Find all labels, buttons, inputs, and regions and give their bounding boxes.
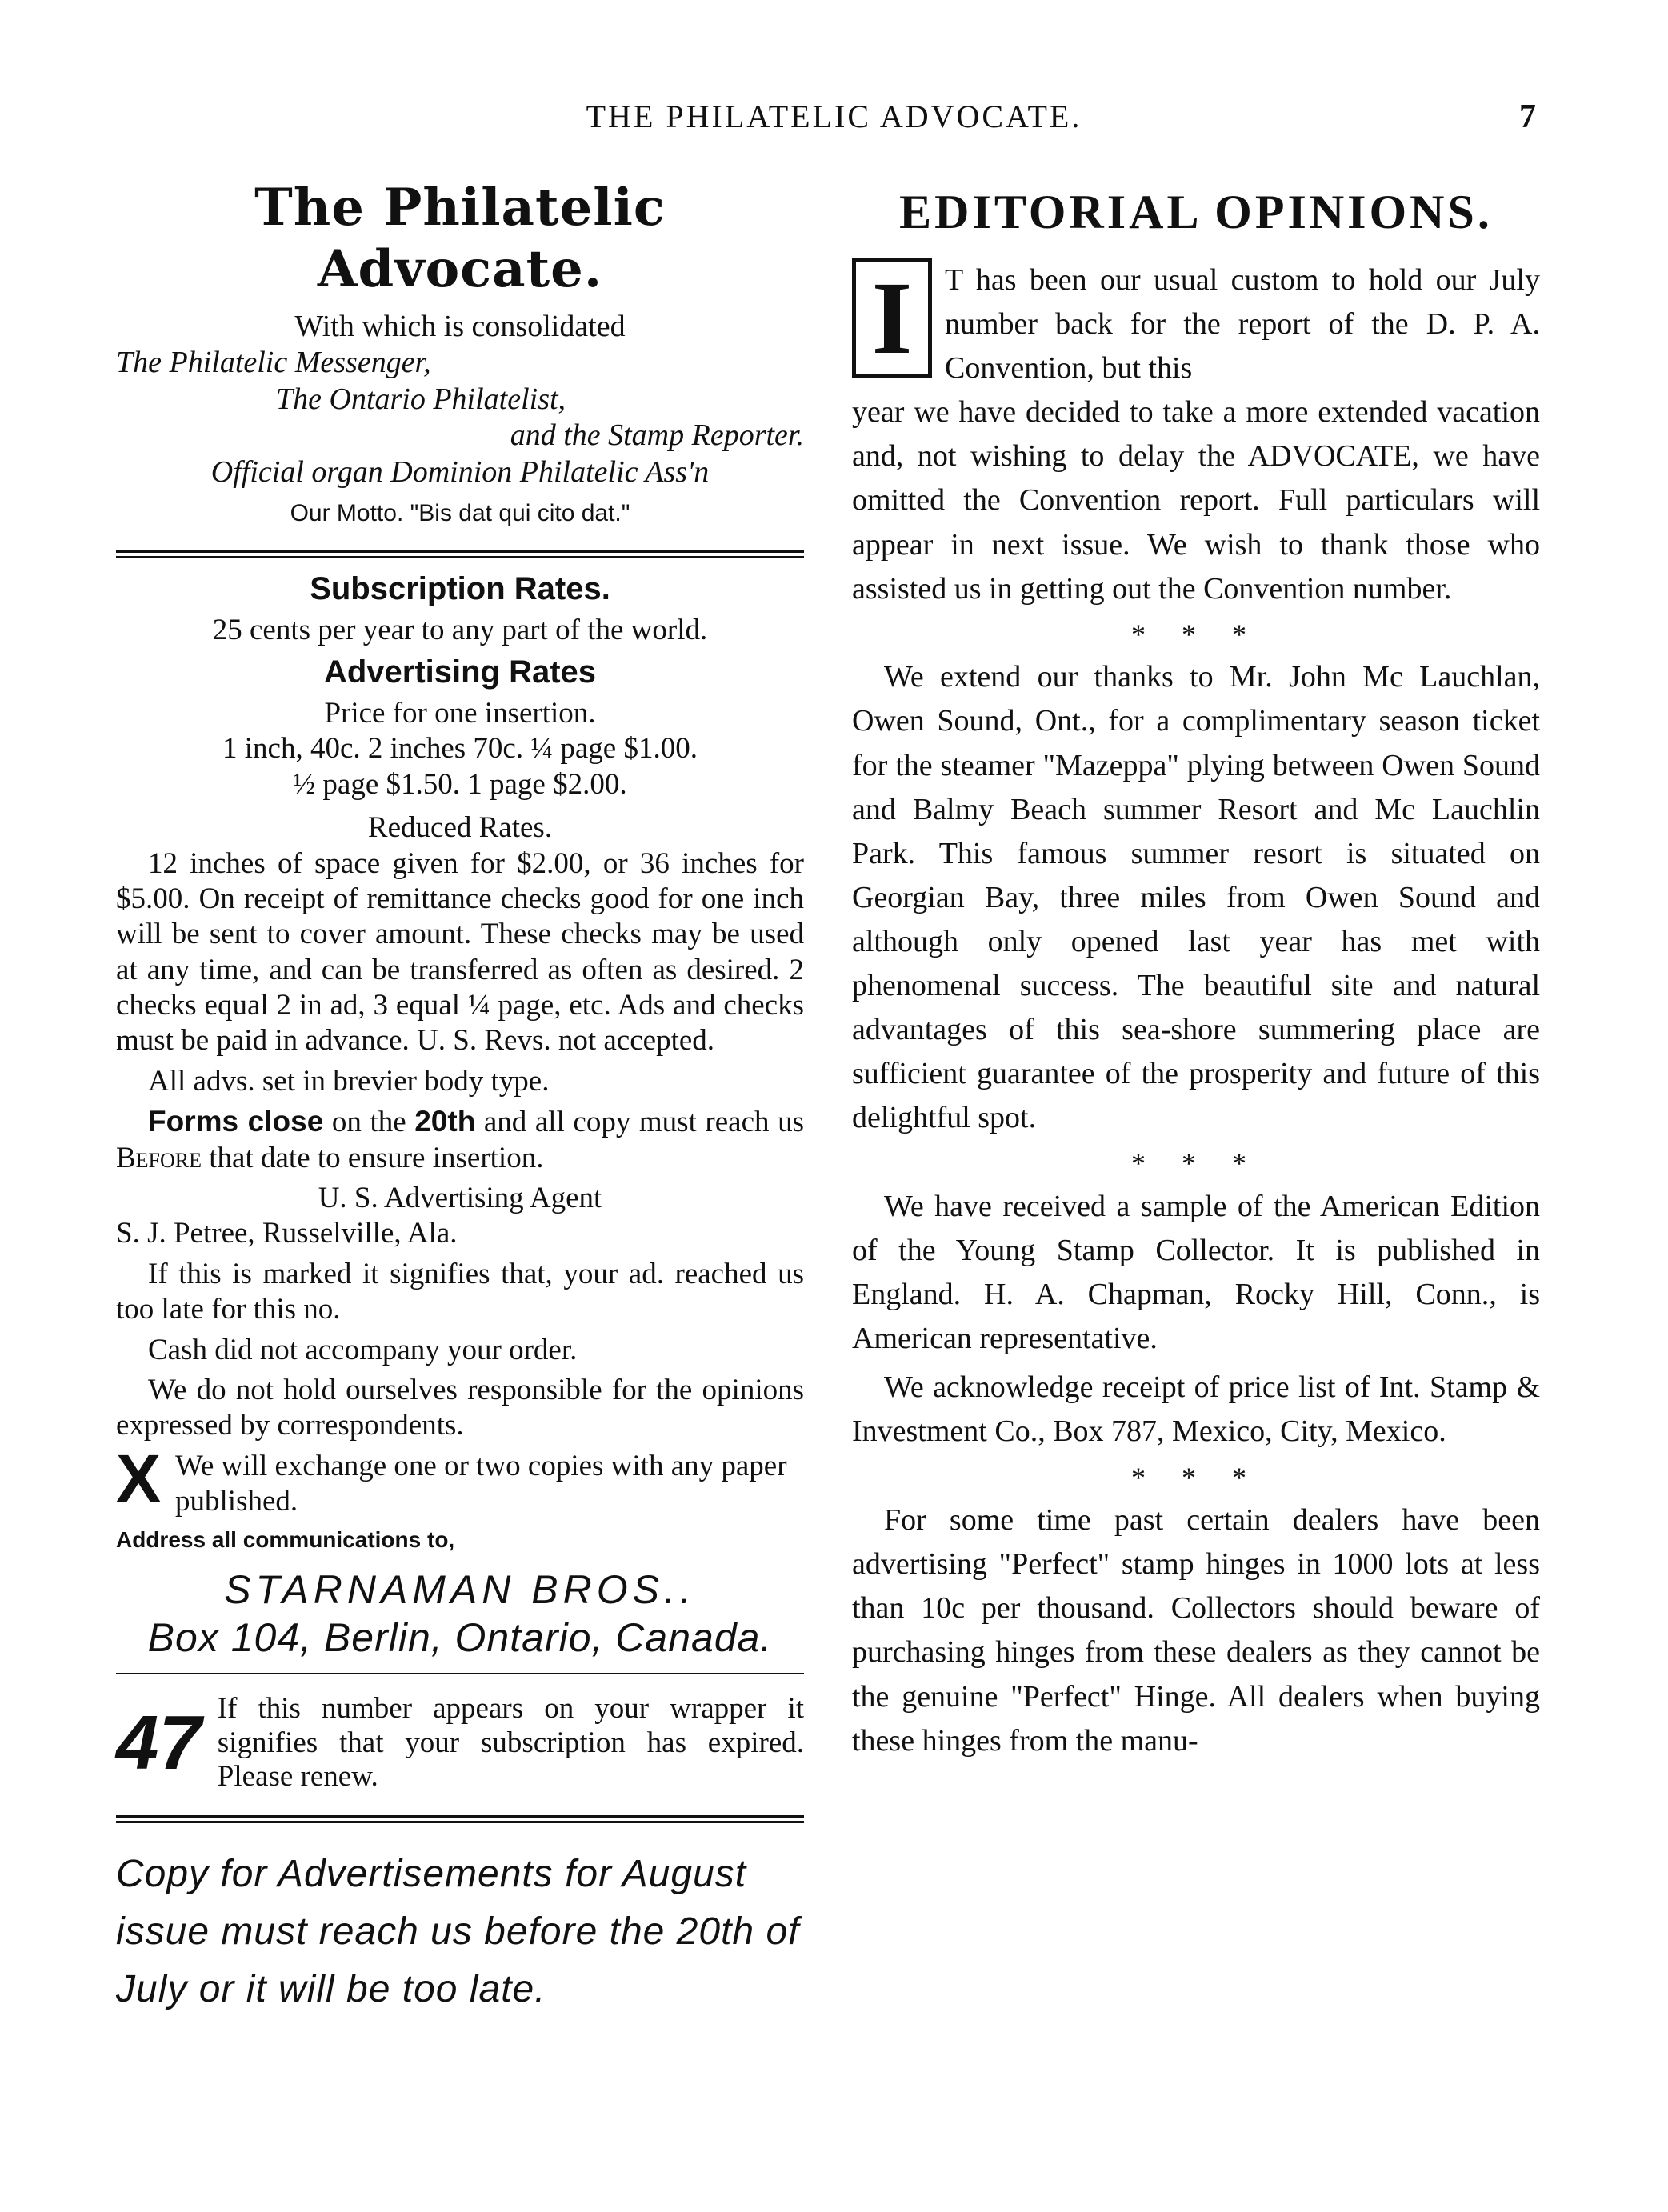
agent-heading: U. S. Advertising Agent [318, 1182, 602, 1215]
left-column [116, 178, 804, 2018]
exchange-text: We will exchange one or two copies with any paper published. [175, 1449, 787, 1518]
reduced-text: 12 inches of space given for $2.00, or 36 inches for $5.00. On receipt of remittance checks good for one inch will be sent to cover amount. These checks may be used at any time, and can be transferred as often as desired. 2 checks equal 2 in ad, 3 equal ¼ page, etc. Ads and checks must be paid in advance. U. S. Revs. not accepted. [116, 846, 804, 1058]
responsible-text: We do not hold ourselves responsible for the opinions expressed by correspondents. [116, 1373, 804, 1442]
address-label: Address all communications to, [116, 1526, 455, 1552]
forms-close-date: 20th [414, 1105, 476, 1138]
separator-stars: * * * [1131, 1147, 1261, 1180]
publisher-name: STARNAMAN BROS.. [224, 1567, 696, 1613]
editorial-p1-lead: T has been our usual custom to hold our July number back for the report of the D. P. A. Convention, but this [945, 263, 1540, 386]
reduced-heading: Reduced Rates. [367, 811, 553, 845]
drop-cap: I [852, 258, 932, 378]
editorial-p1-rest: year we have decided to take a more extended vacation and, not wishing to delay the ADVOCATE, we have omitted the Convention report. Full particulars will appear in next issue. We wish to thank those who assisted us in getting out the Convention number. [852, 395, 1540, 606]
motto: Our Motto. "Bis dat qui cito dat." [290, 499, 630, 526]
prices-line-2: ½ page $1.50. 1 page $2.00. [293, 767, 627, 801]
separator-stars: * * * [1131, 1461, 1261, 1494]
right-column [852, 178, 1540, 1768]
consolidated-reporter: and the Stamp Reporter. [510, 418, 804, 453]
prices-line-1: 1 inch, 40c. 2 inches 70c. ¼ page $1.00. [222, 732, 698, 766]
masthead-title: The Philatelic Advocate. [254, 178, 666, 299]
editorial-p2: We extend our thanks to Mr. John Mc Lauchlan, Owen Sound, Ont., for a complimentary season ticket for the steamer "Mazeppa" plying between Owen Sound and Balmy Beach summer Resort and Mc Lauchlin Park. This famous summer resort is situated on Georgian Bay, three miles from Owen Sound and although only opened last year has met with phenomenal success. The beautiful site and natural advantages of this sea-shore summering place are sufficient guarantee of the prosperity and future of this delightful spot. [852, 660, 1540, 1135]
subscription-heading: Subscription Rates. [310, 570, 610, 606]
advertising-heading: Advertising Rates [323, 654, 597, 690]
forms-close-bold: Forms close [148, 1105, 324, 1138]
consolidated-messenger: The Philatelic Messenger, [116, 346, 431, 380]
consolidated-ontario: The Ontario Philatelist, [276, 382, 566, 416]
expiry-number: 47 [116, 1699, 202, 1786]
double-rule [116, 550, 804, 558]
publisher-address: Box 104, Berlin, Ontario, Canada. [147, 1615, 773, 1661]
page-number: 7 [1519, 98, 1536, 135]
thin-rule [116, 1673, 804, 1674]
editorial-p5: For some time past certain dealers have been advertising "Perfect" stamp hinges in 1000 lots at less than 10c per thousand. Collectors should beware of purchasing hinges from these dealers as they cannot be the genuine "Perfect" Hinge. All dealers when buying these hinges from the manu- [852, 1503, 1540, 1758]
forms-close-mid: and all copy must reach us [475, 1106, 804, 1139]
copy-deadline-note: Copy for Advertisements for August issue must reach us before the 20th of July or it will be too late. [116, 1852, 800, 2010]
brevier-text: All advs. set in brevier body type. [148, 1064, 550, 1098]
marked-text: If this is marked it signifies that, your ad. reached us too late for this no. [116, 1257, 804, 1326]
double-rule-bottom [116, 1815, 804, 1823]
forms-close-on: on the [323, 1106, 415, 1139]
editorial-title: EDITORIAL OPINIONS. [899, 186, 1493, 238]
price-line: Price for one insertion. [324, 696, 596, 730]
agent-name: S. J. Petree, Russelville, Ala. [116, 1217, 458, 1250]
expiry-notice [116, 1692, 804, 1794]
cash-text: Cash did not accompany your order. [148, 1333, 578, 1366]
editorial-opening [852, 258, 1540, 390]
exchange-notice [116, 1440, 804, 1520]
running-title: THE PHILATELIC ADVOCATE. [586, 98, 1082, 134]
editorial-p3: We have received a sample of the American Edition of the Young Stamp Collector. It is published in England. H. A. Chapman, Rocky Hill, Conn., is American representative. [852, 1189, 1540, 1356]
consolidated-intro: With which is consolidated [294, 309, 626, 343]
separator-stars: * * * [1131, 618, 1261, 650]
forms-close-before: Before [116, 1141, 202, 1174]
subscription-text: 25 cents per year to any part of the world. [212, 613, 708, 646]
forms-close-end: that date to ensure insertion. [202, 1141, 544, 1174]
editorial-p4: We acknowledge receipt of price list of Int. Stamp & Investment Co., Box 787, Mexico, City, Mexico. [852, 1370, 1540, 1449]
x-mark: X [116, 1440, 162, 1516]
expiry-text: If this number appears on your wrapper it signifies that your subscription has expired. Please renew. [217, 1692, 804, 1794]
forms-close-text [116, 1104, 804, 1176]
official-organ: Official organ Dominion Philatelic Ass'n [210, 454, 710, 489]
